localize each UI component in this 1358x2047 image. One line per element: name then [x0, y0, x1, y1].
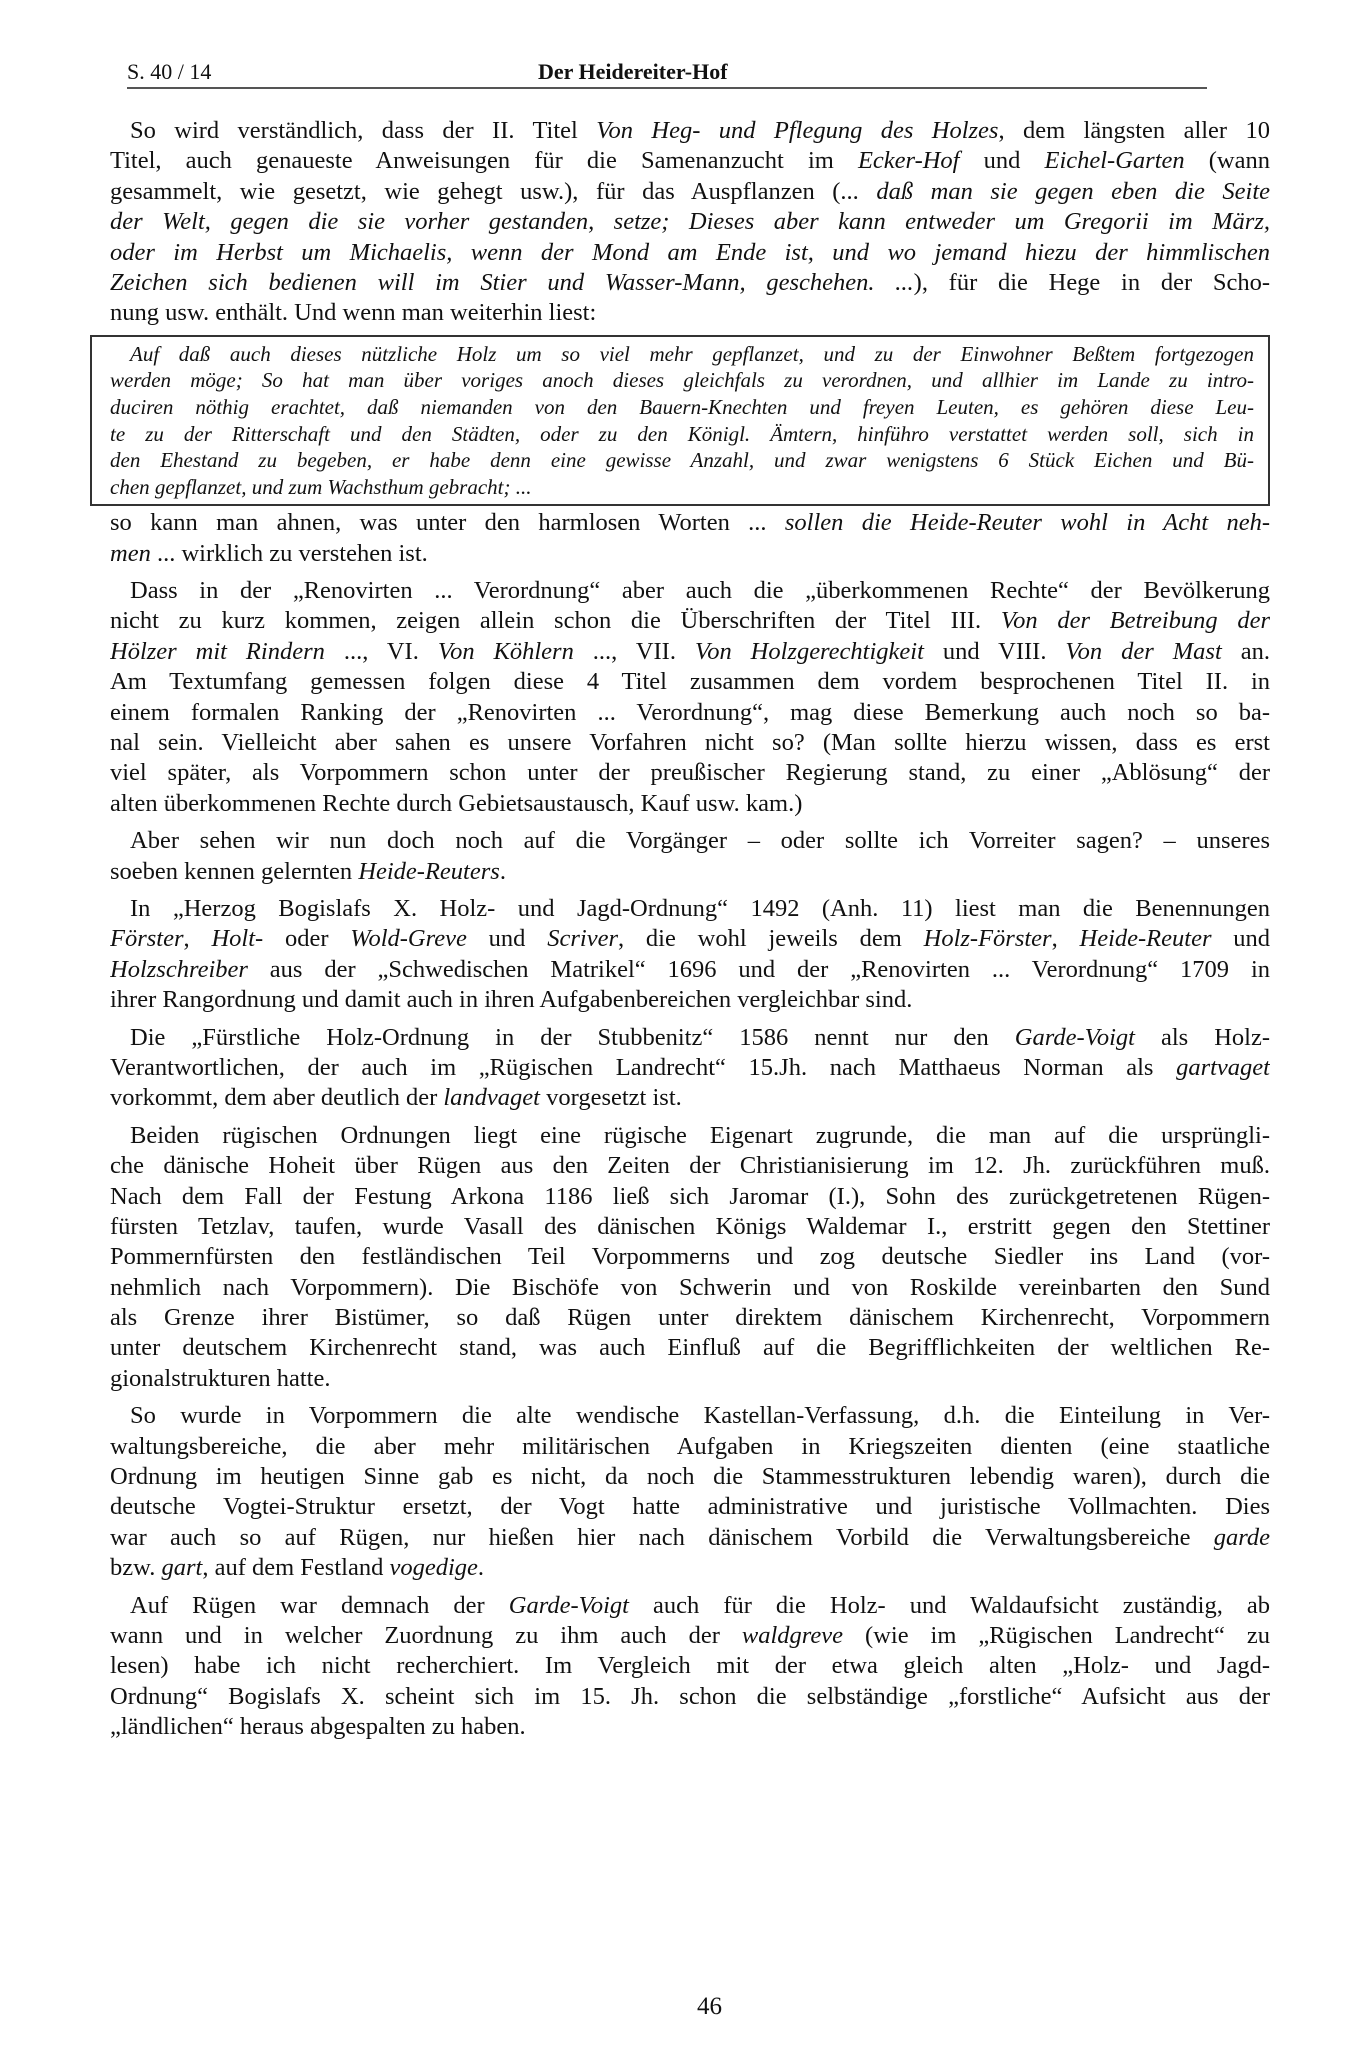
text-run: oder: [263, 925, 351, 953]
italic-text: garde: [1213, 1523, 1270, 1551]
italic-text: duciren nöthig erachtet, daß niemanden von den Bauern-Knechten und freyen Leuten, es gehören diese Leu-: [110, 394, 1254, 419]
running-header: [127, 56, 1207, 89]
italic-text: Zeichen sich bedienen will im Stier und Wasser-Mann, geschehen. ...: [110, 268, 914, 296]
text-run: , die wohl jeweils dem: [617, 925, 924, 953]
text-line: [110, 421, 1254, 448]
text-line: [110, 508, 1270, 538]
text-run: und: [1211, 925, 1270, 953]
text-line: [110, 728, 1270, 758]
italic-text: Heide-Reuter: [1079, 925, 1212, 953]
page-reference: S. 40 / 14: [127, 59, 212, 84]
text-line: [110, 955, 1270, 985]
text-run: „ländlichen“ heraus abgespalten zu haben.: [110, 1713, 526, 1741]
text-run: So wird verständlich, dass der II. Titel: [130, 117, 597, 144]
text-line: [110, 1682, 1270, 1712]
italic-text: Von Köhlern: [437, 637, 574, 665]
text-run: lesen) habe ich nicht recherchiert. Im Vergleich mit der etwa gleich alten „Holz- und Jagd-: [110, 1652, 1270, 1680]
paragraph: [110, 894, 1270, 1016]
text-run: und VIII.: [923, 637, 1066, 665]
italic-text: Holz-Förster: [923, 925, 1052, 953]
text-run: che dänische Hoheit über Rügen aus den Zeiten der Christianisierung im 12. Jh. zurückführen muß.: [110, 1152, 1270, 1180]
italic-text: der Welt, gegen die sie vorher gestanden, setze; Dieses aber kann entweder um Gregorii im März,: [110, 208, 1270, 236]
paragraph: [110, 1023, 1270, 1114]
running-title: Der Heidereiter-Hof: [538, 59, 728, 84]
text-run: gesammelt, wie gesetzt, wie gehegt usw.), für das Auspflanzen (...: [110, 177, 877, 205]
text-run: Dass in der „Renovirten ... Verordnung“ aber auch die „überkommenen Rechte“ der Bevölkerung: [130, 577, 1270, 605]
italic-text: Eichel-Garten: [1044, 147, 1185, 175]
text-line: [110, 637, 1270, 667]
italic-text: chen gepflanzet, und zum Wachsthum gebracht; ...: [110, 474, 532, 499]
text-line: [110, 1212, 1270, 1242]
text-run: Am Textumfang gemessen folgen diese 4 Titel zusammen dem vordem besprochenen Titel II. in: [110, 668, 1270, 696]
italic-text: Von Heg- und Pflegung des Holzes: [596, 117, 999, 144]
italic-text: werden möge; So hat man über voriges anoch dieses gleichfals zu verordnen, und allhier im Lande zu intro-: [110, 368, 1254, 393]
text-line: [110, 1303, 1270, 1333]
text-line: [110, 924, 1270, 954]
paragraph: [110, 826, 1270, 887]
italic-text: vogedige: [389, 1554, 478, 1582]
text-run: So wurde in Vorpommern die alte wendische Kastellan-Verfassung, d.h. die Einteilung in Ver-: [130, 1402, 1270, 1430]
text-run: Auf Rügen war demnach der: [130, 1591, 509, 1619]
text-run: vorkommt, dem aber deutlich der: [110, 1084, 444, 1112]
italic-text: Garde-Voigt: [508, 1591, 629, 1619]
italic-text: Von der Mast: [1065, 637, 1222, 665]
text-run: .: [499, 857, 506, 885]
text-run: bzw.: [110, 1554, 162, 1582]
paragraph: [110, 1401, 1270, 1583]
text-run: waltungsbereiche, die aber mehr militärischen Aufgaben in Kriegszeiten dienten (eine staatliche: [110, 1432, 1270, 1460]
text-line: [110, 447, 1254, 474]
text-line: [110, 367, 1254, 394]
text-run: , auf dem Festland: [202, 1554, 390, 1582]
paragraph: [110, 576, 1270, 819]
text-line: [110, 1621, 1270, 1651]
italic-text: Holzschreiber: [110, 955, 248, 983]
text-line: [110, 758, 1270, 788]
text-line: [110, 1023, 1270, 1053]
text-run: fürsten Tetzlav, taufen, wurde Vasall des dänischen Königs Waldemar I., erstritt gegen den Stettiner: [110, 1212, 1270, 1240]
text-run: alten überkommenen Rechte durch Gebietsaustausch, Kauf usw. kam.): [110, 789, 803, 817]
text-line: [110, 298, 1270, 328]
text-line: [110, 1273, 1270, 1303]
italic-text: waldgreve: [741, 1621, 844, 1649]
italic-text: Wold-Greve: [350, 925, 467, 953]
text-run: soeben kennen gelernten: [110, 857, 359, 885]
text-line: [110, 539, 1270, 569]
text-line: [110, 985, 1270, 1015]
text-run: ... wirklich zu verstehen ist.: [150, 539, 428, 567]
page-number: 46: [697, 1993, 722, 2020]
text-run: Beiden rügischen Ordnungen liegt eine rügische Eigenart zugrunde, die man auf die ursprüngli-: [130, 1121, 1270, 1149]
italic-text: Heide-Reuters: [358, 857, 500, 885]
italic-text: Hölzer mit Rindern: [110, 637, 325, 665]
text-line: [110, 1083, 1270, 1113]
italic-text: Von Holzgerechtigkeit: [694, 637, 924, 665]
paragraph: [110, 1121, 1270, 1395]
text-run: Verantwortlichen, der auch im „Rügischen Landrecht“ 15.Jh. nach Matthaeus Norman als: [110, 1053, 1177, 1081]
text-line: [110, 606, 1270, 636]
text-line: [110, 1364, 1270, 1394]
paragraph: [110, 116, 1270, 329]
italic-text: sollen die Heide-Reuter wohl in Acht neh-: [784, 509, 1270, 537]
italic-text: te zu der Ritterschaft und den Städten, oder zu den Königl. Ämtern, hinführo verstattet werden soll, sich in: [110, 421, 1254, 446]
italic-text: oder im Herbst um Michaelis, wenn der Mond am Ende ist, und wo jemand hiezu der himmlischen: [110, 238, 1270, 266]
text-line: [110, 238, 1270, 268]
italic-text: Scriver: [547, 925, 618, 953]
text-run: als Grenze ihrer Bistümer, so daß Rügen unter direktem dänischem Kirchenrecht, Vorpommern: [110, 1304, 1270, 1332]
text-line: [110, 826, 1270, 856]
text-line: [110, 268, 1270, 298]
text-line: [110, 1333, 1270, 1363]
text-run: einem formalen Ranking der „Renovirten ... Verordnung“, mag diese Bemerkung auch noch so ba-: [110, 698, 1270, 726]
text-run: aus der „Schwedischen Matrikel“ 1696 und der „Renovirten ... Verordnung“ 1709 in: [247, 955, 1270, 983]
text-run: Die „Fürstliche Holz-Ordnung in der Stubbenitz“ 1586 nennt nur den: [130, 1023, 1015, 1051]
block-quote: [90, 335, 1270, 507]
text-line: [110, 207, 1270, 237]
italic-text: gartvaget: [1176, 1053, 1270, 1081]
text-line: [110, 698, 1270, 728]
text-run: .: [477, 1554, 485, 1582]
text-line: [110, 116, 1270, 146]
text-run: und: [466, 925, 548, 953]
text-line: [110, 1591, 1270, 1621]
text-line: [110, 394, 1254, 421]
text-run: ..., VI.: [324, 637, 438, 665]
text-run: Pommernfürsten den festländischen Teil Vorpommerns und zog deutsche Siedler ins Land (vor-: [110, 1243, 1270, 1271]
text-run: wann und in welcher Zuordnung zu ihm auch der: [110, 1621, 742, 1649]
text-line: [110, 1553, 1270, 1583]
text-run: auch für die Holz- und Waldaufsicht zuständig, ab: [628, 1591, 1270, 1619]
text-line: [110, 1053, 1270, 1083]
text-run: vorgesetzt ist.: [540, 1084, 682, 1112]
text-line: [110, 789, 1270, 819]
text-run: gionalstrukturen hatte.: [110, 1364, 331, 1392]
text-run: ..., VII.: [573, 637, 695, 665]
text-line: [110, 1121, 1270, 1151]
text-run: (wie im „Rügischen Landrecht“ zu: [843, 1621, 1270, 1649]
italic-text: Ecker-Hof: [857, 147, 960, 175]
text-line: [110, 667, 1270, 697]
text-run: und: [959, 147, 1045, 175]
italic-text: landvaget: [443, 1084, 540, 1112]
text-line: [110, 857, 1270, 887]
text-run: viel später, als Vorpommern schon unter der preußischer Regierung stand, zu einer „Ablösung“ der: [110, 759, 1270, 787]
text-line: [110, 1712, 1270, 1742]
text-line: [110, 1432, 1270, 1462]
italic-text: gart: [161, 1554, 203, 1582]
paragraph: [110, 1591, 1270, 1743]
italic-text: men: [110, 539, 151, 567]
text-run: als Holz-: [1134, 1023, 1270, 1051]
text-line: [110, 1462, 1270, 1492]
document-body: [110, 116, 1270, 1750]
text-run: nicht zu kurz kommen, zeigen allein schon die Überschriften der Titel III.: [110, 607, 1001, 635]
text-run: ,: [183, 925, 212, 953]
text-run: nal sein. Vielleicht aber sahen es unsere Vorfahren nicht so? (Man sollte hierzu wissen, dass es erst: [110, 729, 1270, 757]
text-line: [110, 1182, 1270, 1212]
text-run: an.: [1221, 637, 1270, 665]
text-run: Titel, auch genaueste Anweisungen für die Samenanzucht im: [110, 147, 858, 175]
text-run: unter deutschem Kirchenrecht stand, was auch Einfluß auf die Begrifflichkeiten der weltlichen Re-: [110, 1334, 1270, 1362]
paragraph: [110, 508, 1270, 569]
text-run: In „Herzog Bogislafs X. Holz- und Jagd-Ordnung“ 1492 (Anh. 11) liest man die Benennungen: [130, 894, 1270, 922]
text-run: Ordnung im heutigen Sinne gab es nicht, da noch die Stammesstrukturen lebendig waren), durch die: [110, 1463, 1270, 1491]
text-line: [110, 1242, 1270, 1272]
text-line: [110, 146, 1270, 176]
text-line: [110, 1523, 1270, 1553]
text-line: [110, 1651, 1270, 1681]
text-run: deutsche Vogtei-Struktur ersetzt, der Vogt hatte administrative und juristische Vollmachten. Dies: [110, 1493, 1270, 1521]
text-line: [110, 1401, 1270, 1431]
text-run: war auch so auf Rügen, nur hießen hier nach dänischem Vorbild die Verwaltungsbereiche: [110, 1523, 1214, 1551]
text-line: [110, 1151, 1270, 1181]
italic-text: Garde-Voigt: [1014, 1023, 1135, 1051]
italic-text: Auf daß auch dieses nützliche Holz um so viel mehr gepflanzet, und zu der Einwohner Beßtem fortgezogen: [130, 341, 1254, 366]
text-run: so kann man ahnen, was unter den harmlosen Worten ...: [110, 509, 785, 537]
text-run: Nach dem Fall der Festung Arkona 1186 ließ sich Jaromar (I.), Sohn des zurückgetretenen Rügen-: [110, 1182, 1270, 1210]
text-line: [110, 177, 1270, 207]
text-run: ihrer Rangordnung und damit auch in ihren Aufgabenbereichen vergleichbar sind.: [110, 986, 913, 1014]
text-run: ,: [1051, 925, 1080, 953]
text-line: [110, 576, 1270, 606]
italic-text: Holt-: [211, 925, 264, 953]
italic-text: den Ehestand zu begeben, er habe denn eine gewisse Anzahl, und zwar wenigstens 6 Stück Eichen und Bü-: [110, 448, 1254, 473]
text-run: (wann: [1184, 147, 1270, 175]
text-line: [110, 1492, 1270, 1522]
italic-text: Von der Betreibung der: [1000, 607, 1270, 635]
text-run: Ordnung“ Bogislafs X. scheint sich im 15. Jh. schon die selbständige „forstliche“ Aufsicht aus der: [110, 1682, 1270, 1710]
text-line: [110, 474, 1254, 501]
italic-text: Förster: [110, 925, 184, 953]
text-run: Aber sehen wir nun doch noch auf die Vorgänger – oder sollte ich Vorreiter sagen? – unseres: [130, 827, 1270, 855]
text-run: ), für die Hege in der Scho-: [913, 268, 1270, 296]
text-run: , dem längsten aller 10: [998, 117, 1270, 144]
italic-text: daß man sie gegen eben die Seite: [876, 177, 1270, 205]
text-line: [110, 894, 1270, 924]
text-line: [110, 341, 1254, 368]
text-run: nehmlich nach Vorpommern). Die Bischöfe von Schwerin und von Roskilde vereinbarten den Sund: [110, 1273, 1270, 1301]
text-run: nung usw. enthält. Und wenn man weiterhin liest:: [110, 299, 597, 327]
